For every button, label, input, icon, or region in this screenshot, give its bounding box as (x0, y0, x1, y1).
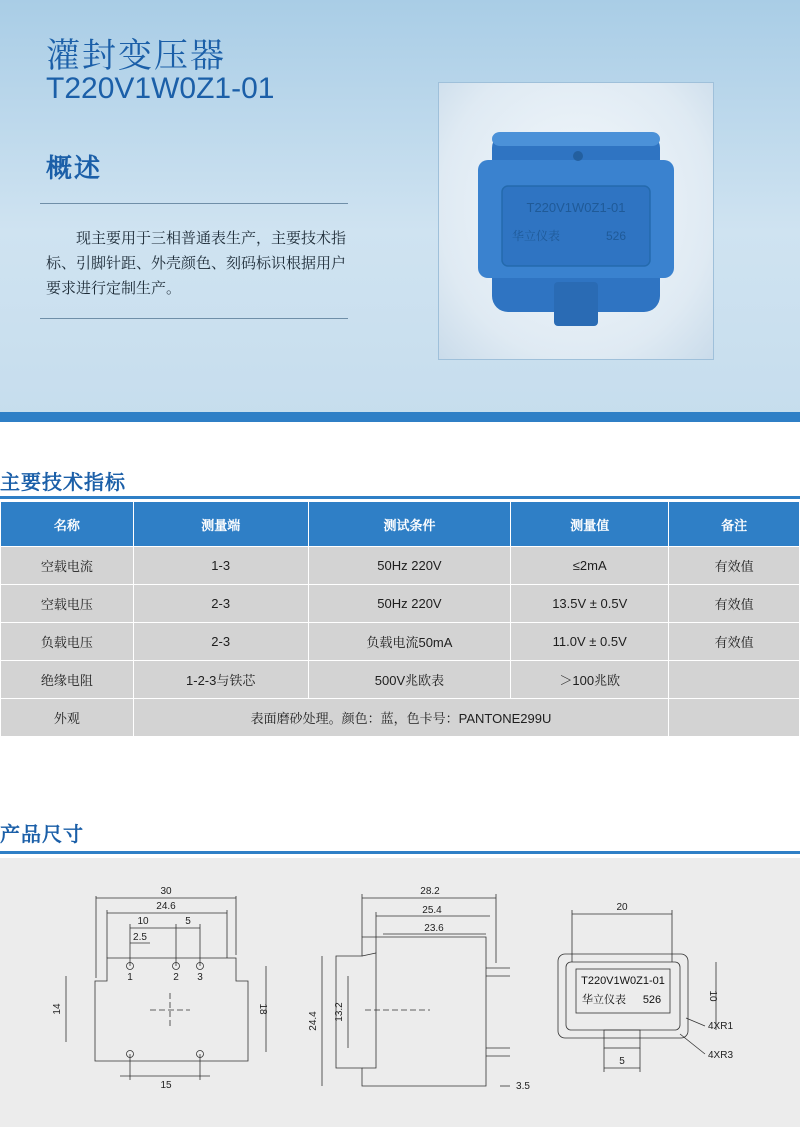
leader-r3 (680, 1034, 705, 1054)
front-label-5: 5 (185, 916, 191, 927)
transformer-tab (554, 282, 598, 326)
col-header-value: 测量值 (511, 502, 669, 547)
cell-value: 11.0V ± 0.5V (511, 623, 669, 661)
cell-condition: 500V兆欧表 (308, 661, 511, 699)
top-marking-code: 526 (642, 994, 662, 1006)
cell-condition: 50Hz 220V (308, 585, 511, 623)
top-marking-line1: T220V1W0Z1-01 (581, 975, 665, 987)
specs-heading-line (0, 496, 800, 499)
dimensions-heading: 产品尺寸 (0, 822, 84, 846)
cell-name: 负载电压 (1, 623, 134, 661)
cell-terminal: 2-3 (133, 585, 308, 623)
top-tab (604, 1030, 640, 1048)
cell-terminal: 1-3 (133, 547, 308, 585)
top-label-20: 20 (616, 902, 628, 913)
dimension-drawings (0, 858, 800, 1127)
cell-appearance-value: 表面磨砂处理。颜色：蓝，色卡号：PANTONE299U (133, 699, 668, 737)
marking-line1: T220V1W0Z1-01 (526, 200, 626, 215)
marking-code: 526 (605, 229, 627, 243)
product-title: 灌封变压器 (46, 36, 226, 76)
top-label-5: 5 (619, 1056, 625, 1067)
cell-value: ≤2mA (511, 547, 669, 585)
marking-panel (502, 186, 650, 266)
cell-note (669, 661, 800, 699)
col-header-name: 名称 (1, 502, 134, 547)
side-outline (336, 937, 486, 1086)
col-header-terminal: 测量端 (133, 502, 308, 547)
col-header-note: 备注 (669, 502, 800, 547)
marking-line2: 华立仪表 (511, 229, 561, 243)
pin-label-2: 2 (173, 972, 179, 983)
top-label-r1: 4XR1 (708, 1021, 734, 1032)
side-label-282: 28.2 (420, 886, 440, 897)
cell-value: 13.5V ± 0.5V (511, 585, 669, 623)
front-outline (95, 958, 248, 1061)
front-label-15: 15 (160, 1080, 172, 1091)
front-label-246: 24.6 (156, 901, 176, 912)
front-label-30: 30 (160, 886, 172, 897)
side-label-132: 13.2 (334, 1002, 345, 1022)
cell-name: 空载电流 (1, 547, 134, 585)
spec-table (0, 501, 800, 737)
front-label-18: 18 (257, 1003, 268, 1015)
spec-header-row (1, 502, 800, 547)
top-marking-line2: 华立仪表 (582, 993, 626, 1006)
side-label-254: 25.4 (422, 905, 442, 916)
side-label-236: 23.6 (424, 923, 444, 934)
overview-bottom-rule (40, 318, 348, 319)
top-label-r3: 4XR3 (708, 1050, 734, 1061)
top-highlight (492, 132, 660, 146)
leader-r1 (686, 1018, 705, 1026)
table-row (1, 547, 800, 585)
cell-note: 有效值 (669, 547, 800, 585)
cell-appearance-label: 外观 (1, 699, 134, 737)
cell-terminal: 1-2-3与铁芯 (133, 661, 308, 699)
hero-divider-band (0, 412, 800, 422)
cell-note: 有效值 (669, 585, 800, 623)
overview-heading: 概述 (46, 154, 103, 184)
front-label-25: 2.5 (133, 932, 147, 943)
dimension-svg (0, 858, 800, 1127)
top-label-10: 10 (707, 990, 718, 1002)
front-label-10: 10 (137, 916, 149, 927)
product-model: T220V1W0Z1-01 (46, 72, 275, 105)
cell-condition: 50Hz 220V (308, 547, 511, 585)
transformer-illustration (438, 82, 714, 360)
table-row-appearance (1, 699, 800, 737)
side-profile (362, 953, 376, 1068)
cell-condition: 负载电流50mA (308, 623, 511, 661)
overview-top-rule (40, 203, 348, 204)
cell-terminal: 2-3 (133, 623, 308, 661)
product-photo (438, 82, 714, 360)
front-label-14: 14 (52, 1003, 63, 1015)
cell-appearance-note (669, 699, 800, 737)
pin-label-1: 1 (127, 972, 133, 983)
specs-heading: 主要技术指标 (0, 470, 126, 494)
side-label-244: 24.4 (308, 1011, 319, 1031)
side-label-35: 3.5 (516, 1081, 530, 1092)
cell-name: 绝缘电阻 (1, 661, 134, 699)
table-row (1, 661, 800, 699)
pin-label-3: 3 (197, 972, 203, 983)
dimensions-heading-line (0, 851, 800, 854)
table-row (1, 623, 800, 661)
overview-text: 现主要用于三相普通表生产，主要技术指标、引脚针距、外壳颜色、刻码标识根据用户要求进行定制生产。 (46, 229, 347, 297)
table-row (1, 585, 800, 623)
cell-name: 空载电压 (1, 585, 134, 623)
mold-dot (573, 151, 583, 161)
col-header-condition: 测试条件 (308, 502, 511, 547)
cell-note: 有效值 (669, 623, 800, 661)
cell-value: ＞100兆欧 (511, 661, 669, 699)
